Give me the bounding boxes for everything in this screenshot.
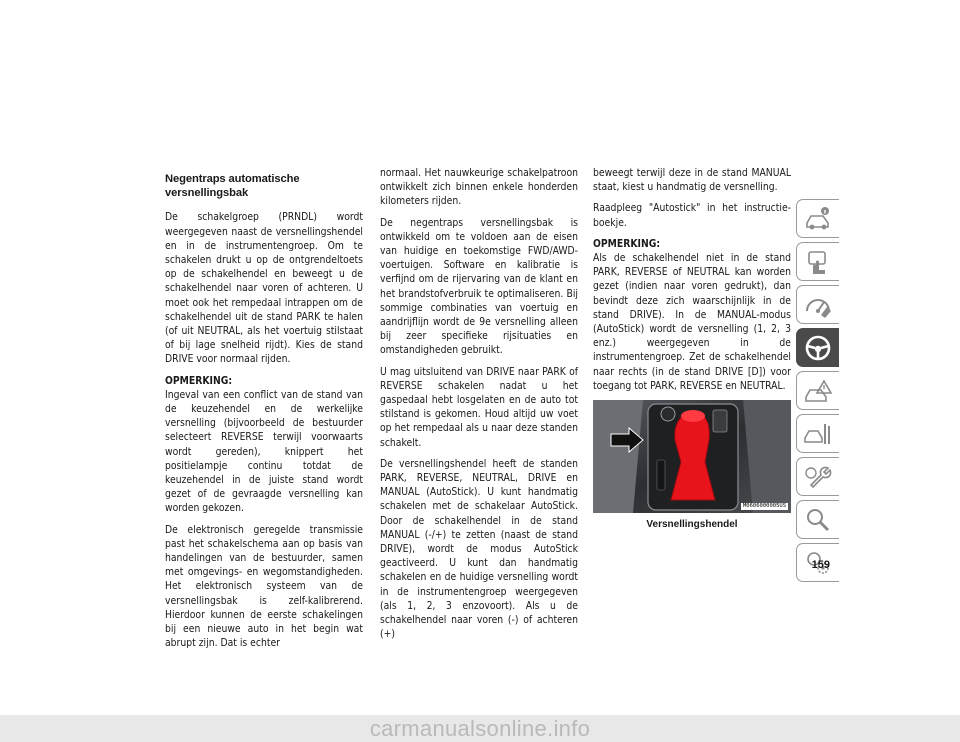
gear-shifter-illustration — [593, 400, 791, 513]
car-info-icon — [803, 205, 833, 233]
paragraph-autostick: De versnellingshendel heeft de standen PARK, REVERSE, NEUTRAL, DRIVE en MANUAL (AutoStick). U kunt handmatig schakelen met de schakelaar AutoStick. Door de schakelhendel in de stand MANUAL (-/+) te zetten (naast de stand DRIVE), wordt de modus AutoStick geactiveerd. U kunt dan handmatig schakelen en de huidige versnelling wordt in de instrumentengroep weergegeven (als 1, 2, 3 enzovoort). Als u de schakelhendel naar voren (-) of achteren (+) — [380, 457, 578, 641]
paragraph-refer-autostick: Raadpleeg "Autostick" in het instructieboekje. — [593, 202, 791, 229]
text-column-right — [593, 166, 791, 532]
text-column-left — [165, 172, 363, 658]
paragraph-shift-pattern: normaal. Het nauwkeurige schakelpatroon ontwikkelt zich binnen enkele honderden kilometers rijden. — [380, 167, 578, 208]
warning-car-icon — [803, 377, 833, 405]
note-text: Als de schakelhendel niet in de stand PARK, REVERSE of NEUTRAL kan worden gezet (indien naar voren gedrukt), dan bevindt deze zich waarschijnlijk in de stand DRIVE). In de MANUAL-modus (AutoStick) wordt de versnelling (1, 2, 3 enz.) weergegeven in de instrumentengroep. Zet de schakelhendel naar rechts (in de stand DRIVE [D]) voor toegang tot PARK, REVERSE en NEUTRAL. — [593, 252, 791, 392]
wrench-icon — [803, 463, 833, 491]
watermark-text[interactable]: carmanualsonline.info — [369, 716, 591, 741]
chapter-tab-3[interactable] — [796, 285, 839, 324]
hand-screen-icon — [803, 248, 833, 276]
watermark-footer — [0, 715, 960, 742]
chapter-tab-8[interactable] — [796, 500, 839, 539]
paragraph-electronic-transmission: De elektronisch geregelde transmissie past het schakelschema aan op basis van handelingen van de bestuurder, samen met omgevings- en wegomstandigheden. Het elektronisch systeem van de versnellingsbak is zelf-kalibrerend. Hierdoor kunnen de eerste schakelingen bij een nieuwe auto in het begin wat abrupt zijn. Dat is echter — [165, 523, 363, 650]
chapter-tabs — [796, 199, 840, 586]
gear-shifter-photo — [593, 400, 791, 513]
chapter-tab-4-active[interactable] — [796, 328, 839, 367]
figure-reference-id: M0606000005US — [742, 503, 786, 510]
section-title: Negentraps automatische versnellingsbak — [165, 173, 300, 200]
note-title: OPMERKING: — [165, 374, 233, 387]
note-text: Ingeval van een conflict van de stand van de keuzehendel en de werkelijke versnelling (bijvoorbeeld de bestuurder selecteert REVERSE terwijl voorwaarts wordt gereden), knippert het positielampje continu totdat de keuzehendel in de juiste stand wordt gezet of de gevraagde versnelling kan worden gekozen. — [165, 388, 363, 515]
figure-caption: Versnellingshendel — [646, 519, 738, 531]
dashboard-gauge-icon — [803, 291, 833, 319]
note-title: OPMERKING: — [593, 237, 661, 250]
chapter-tab-5[interactable] — [796, 371, 839, 410]
page-number: 159 — [811, 559, 830, 571]
text-column-middle — [380, 166, 578, 649]
paragraph-nine-speed: De negentraps versnellingsbak is ontwikkeld om te voldoen aan de eisen van huidige en toekomstige FWD/AWD-voertuigen. Software en kalibratie is verfijnd om de rijervaring van de klant en het brandstofverbruik te optimaliseren. Bij sommige combinaties van voertuig en aandrijflijn wordt de 9e versnelling alleen bij zeer specifieke rijsituaties en omstandigheden gebruikt. — [380, 216, 578, 357]
paragraph-prndl: De schakelgroep (PRNDL) wordt weergegeven naast de versnellingshendel en in de instrumentengroep. Om te schakelen drukt u op de ontgrendeltoets op de schakelhendel en beweegt u de schakelhendel naar voren of achteren. U moet ook het rempedaal intrappen om de schakelhendel uit de stand PARK te halen (of uit NEUTRAL, als het voertuig stilstaat of bij lage snelheid rijdt). Kies de stand DRIVE voor normaal rijden. — [165, 211, 363, 366]
steering-wheel-icon — [803, 334, 833, 362]
magnifier-index-icon — [803, 506, 833, 534]
chapter-tab-6[interactable] — [796, 414, 839, 453]
car-tools-icon — [803, 420, 833, 448]
chapter-tab-7[interactable] — [796, 457, 839, 496]
chapter-tab-1[interactable] — [796, 199, 839, 238]
chapter-tab-2[interactable] — [796, 242, 839, 281]
paragraph-park-reverse: U mag uitsluitend van DRIVE naar PARK of REVERSE schakelen nadat u het gaspedaal hebt losgelaten en de auto tot stilstand is gekomen. Houd altijd uw voet op het rempedaal als u naar deze standen schakelt. — [380, 365, 578, 449]
paragraph-manual-select: beweegt terwijl deze in de stand MANUAL staat, kiest u handmatig de versnelling. — [593, 167, 791, 194]
